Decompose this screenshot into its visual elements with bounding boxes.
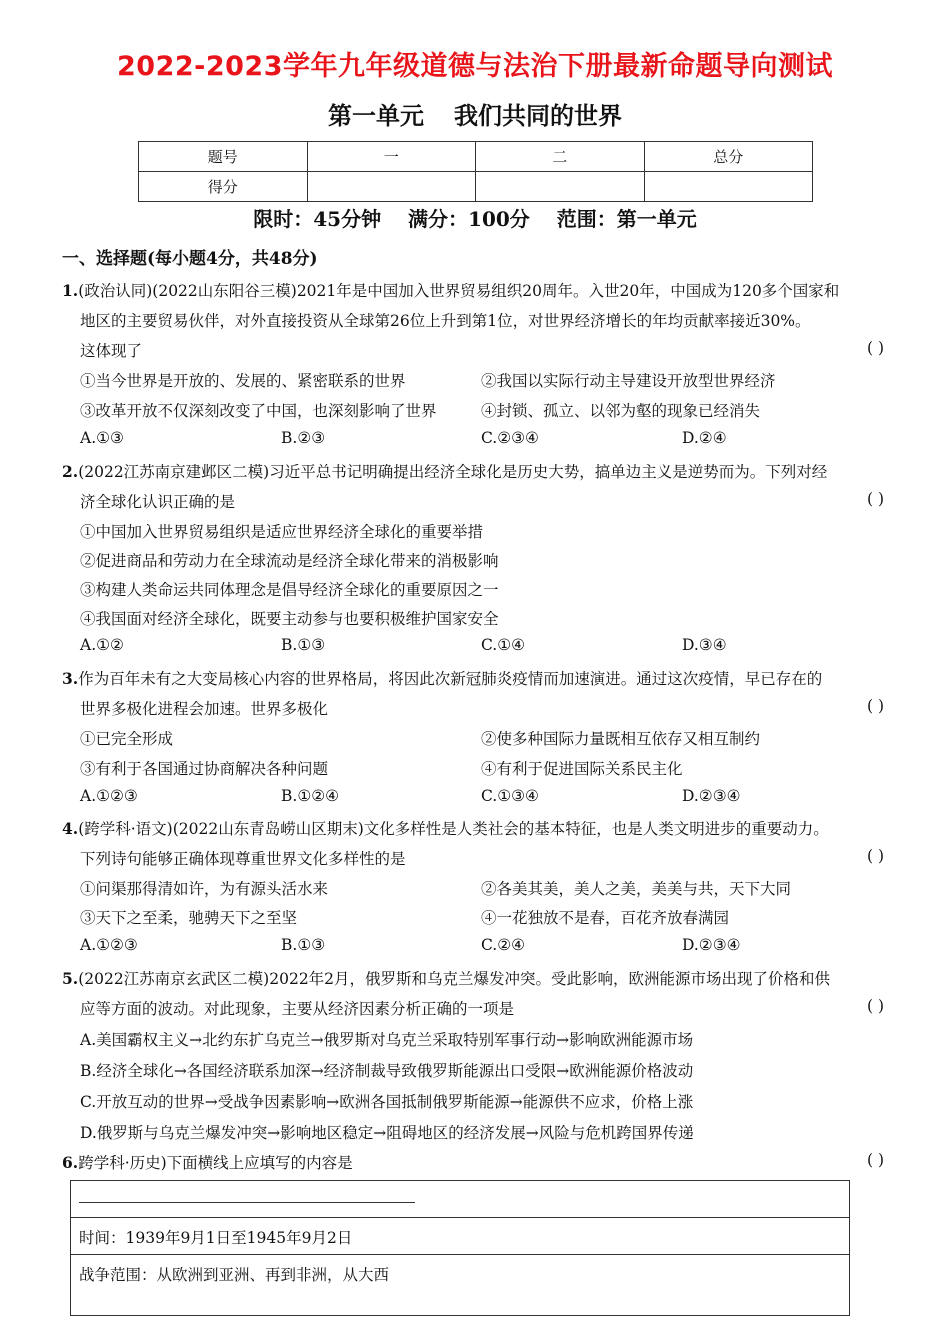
score-input-total[interactable] [644, 172, 813, 202]
q6-blank-row [71, 1181, 849, 1218]
q5-option-b[interactable]: B.经济全球化→各国经济联系加深→经济制裁导致俄罗斯能源出口受限→欧洲能源价格波动 [80, 1062, 694, 1080]
q5-line2: 应等方面的波动。对此现象，主要从经济因素分析正确的一项是 [80, 1000, 515, 1018]
q2-line1: 2.(2022江苏南京建邺区二模)习近平总书记明确提出经济全球化是历史大势，搞单边主义是逆势而为。下列对经 [62, 462, 828, 481]
q3-line1: 3.作为百年未有之大变局核心内容的世界格局，将因此次新冠肺炎疫情而加速演进。通过这次疫情，早已存在的 [62, 669, 823, 688]
unit-label: 第一单元 [328, 102, 424, 130]
q2-option-b[interactable]: B.①③ [281, 636, 326, 654]
q2-line2: 济全球化认识正确的是 [80, 493, 236, 511]
q4-line2: 下列诗句能够正确体现尊重世界文化多样性的是 [80, 850, 406, 868]
q3-option-c[interactable]: C.①③④ [481, 787, 539, 805]
q2-option-a[interactable]: A.①② [80, 636, 124, 654]
q4-statement-2: ②各美其美，美人之美，美美与共，天下大同 [481, 880, 792, 898]
score-row-label: 得分 [139, 172, 308, 202]
q1-line1: 1.(政治认同)(2022山东阳谷三模)2021年是中国加入世界贸易组织20周年。入世20年，中国成为120多个国家和 [62, 281, 840, 300]
time-limit: 限时：45分钟 [253, 207, 382, 231]
q2-statement-3: ③构建人类命运共同体理念是倡导经济全球化的重要原因之一 [80, 581, 499, 599]
q5-answer-blank[interactable]: ( ) [866, 997, 884, 1015]
q1-number: 1. [62, 281, 79, 300]
q3-statement-1: ①已完全形成 [80, 730, 174, 748]
q1-option-c[interactable]: C.②③④ [481, 429, 539, 447]
score-cell-label: 题号 [139, 142, 308, 172]
q2-statement-4: ④我国面对经济全球化，既要主动参与也要积极维护国家安全 [80, 610, 499, 628]
q2-statement-1: ①中国加入世界贸易组织是适应世界经济全球化的重要举措 [80, 523, 484, 541]
q5-option-d[interactable]: D.俄罗斯与乌克兰爆发冲突→影响地区稳定→阻碍地区的经济发展→风险与危机跨国界传递 [80, 1124, 694, 1142]
q6-fill-blank-line[interactable] [79, 1189, 415, 1203]
q1-statement-3: ③改革开放不仅深刻改变了中国，也深刻影响了世界 [80, 402, 437, 420]
exam-limits [0, 203, 950, 232]
q2-option-c[interactable]: C.①④ [481, 636, 526, 654]
q6-answer-blank[interactable]: ( ) [866, 1151, 884, 1169]
q4-statement-4: ④一花独放不是春，百花齐放春满园 [481, 909, 730, 927]
q4-statement-3: ③天下之至柔，驰骋天下之至坚 [80, 909, 298, 927]
q3-number: 3. [62, 669, 79, 688]
q1-statement-4: ④封锁、孤立、以邻为壑的现象已经消失 [481, 402, 761, 420]
q2-statement-2: ②促进商品和劳动力在全球流动是经济全球化带来的消极影响 [80, 552, 499, 570]
q6-time-row: 时间：1939年9月1日至1945年9月2日 [71, 1218, 849, 1255]
q1-statement-2: ②我国以实际行动主导建设开放型世界经济 [481, 372, 776, 390]
q4-number: 4. [62, 819, 79, 838]
score-input-part1[interactable] [307, 172, 476, 202]
score-table [138, 141, 813, 202]
score-table-header-row [139, 142, 813, 172]
unit-name: 我们共同的世界 [454, 102, 622, 130]
q2-answer-blank[interactable]: ( ) [866, 490, 884, 508]
q2-number: 2. [62, 462, 79, 481]
q6-line1: 6.跨学科·历史)下面横线上应填写的内容是 [62, 1153, 353, 1172]
q3-option-b[interactable]: B.①②④ [281, 787, 340, 805]
q6-scope-row: 战争范围：从欧洲到亚洲、再到非洲，从大西 [79, 1266, 390, 1284]
q4-option-c[interactable]: C.②④ [481, 936, 526, 954]
document-title: 2022-2023学年九年级道德与法治下册最新命题导向测试 [117, 51, 833, 82]
q3-statement-3: ③有利于各国通过协商解决各种问题 [80, 760, 329, 778]
score-cell-part2: 二 [476, 142, 645, 172]
score-table-score-row [139, 172, 813, 202]
q5-line1: 5.(2022江苏南京玄武区二模)2022年2月，俄罗斯和乌克兰爆发冲突。受此影响，欧洲能源市场出现了价格和供 [62, 969, 831, 988]
q5-number: 5. [62, 969, 79, 988]
q2-option-d[interactable]: D.③④ [682, 636, 727, 654]
q3-statement-4: ④有利于促进国际关系民主化 [481, 760, 683, 778]
q4-line1: 4.(跨学科·语文)(2022山东青岛崂山区期末)文化多样性是人类社会的基本特征，也是人类文明进步的重要动力。 [62, 819, 829, 838]
q1-line3: 这体现了 [80, 342, 143, 360]
q6-number: 6. [62, 1153, 79, 1172]
q3-option-d[interactable]: D.②③④ [682, 787, 741, 805]
q3-option-a[interactable]: A.①②③ [80, 787, 138, 805]
q1-answer-blank[interactable]: ( ) [866, 339, 884, 357]
q4-option-a[interactable]: A.①②③ [80, 936, 138, 954]
q3-statement-2: ②使多种国际力量既相互依存又相互制约 [481, 730, 761, 748]
q1-line2: 地区的主要贸易伙伴，对外直接投资从全球第26位上升到第1位，对世界经济增长的年均贡献率接近30%。 [80, 312, 811, 330]
q3-answer-blank[interactable]: ( ) [866, 697, 884, 715]
full-score: 满分：100分 [408, 207, 530, 231]
section-heading: 一、选择题(每小题4分，共48分) [62, 249, 318, 269]
q1-statement-1: ①当今世界是开放的、发展的、紧密联系的世界 [80, 372, 406, 390]
q3-line2: 世界多极化进程会加速。世界多极化 [80, 700, 329, 718]
q1-option-b[interactable]: B.②③ [281, 429, 326, 447]
unit-title [0, 96, 950, 131]
q4-option-b[interactable]: B.①③ [281, 936, 326, 954]
q1-option-d[interactable]: D.②④ [682, 429, 727, 447]
score-cell-total: 总分 [644, 142, 813, 172]
q4-answer-blank[interactable]: ( ) [866, 847, 884, 865]
q4-option-d[interactable]: D.②③④ [682, 936, 741, 954]
q5-option-c[interactable]: C.开放互动的世界→受战争因素影响→欧洲各国抵制俄罗斯能源→能源供不应求，价格上涨 [80, 1093, 694, 1111]
q5-option-a[interactable]: A.美国霸权主义→北约东扩乌克兰→俄罗斯对乌克兰采取特别军事行动→影响欧洲能源市场 [80, 1031, 694, 1049]
q1-option-a[interactable]: A.①③ [80, 429, 124, 447]
q6-info-table [70, 1180, 850, 1316]
score-input-part2[interactable] [476, 172, 645, 202]
score-cell-part1: 一 [307, 142, 476, 172]
exam-range: 范围：第一单元 [556, 207, 697, 231]
q4-statement-1: ①问渠那得清如许，为有源头活水来 [80, 880, 329, 898]
